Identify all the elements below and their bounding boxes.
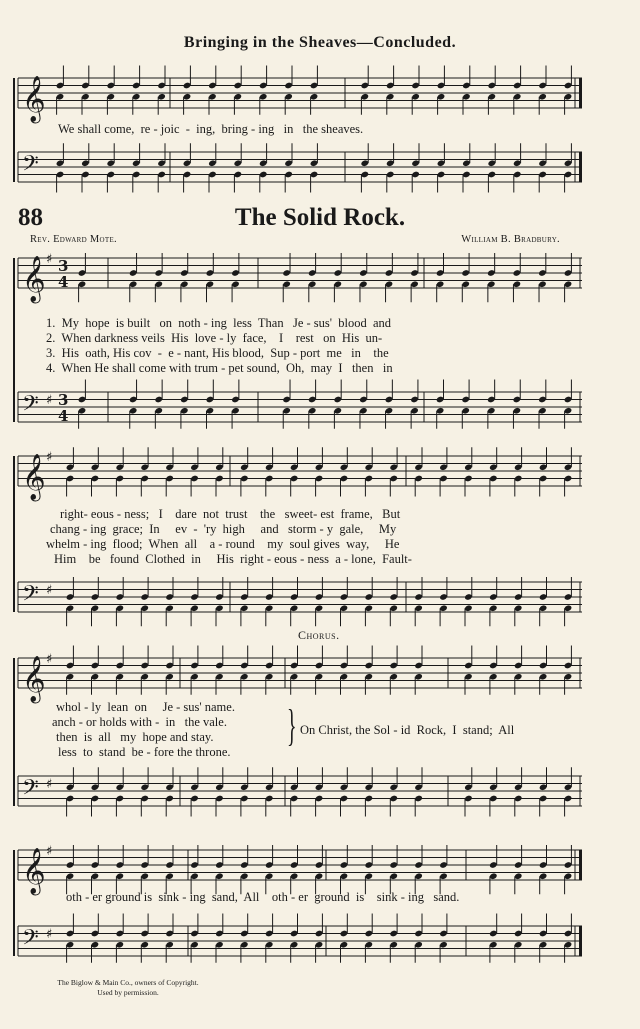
verse-line-1: 1. My hope is built on noth - ing less Than Je - sus' blood and [46,316,392,330]
bass-clef: 𝄢 [22,151,39,182]
final-bar [579,78,582,108]
permission-line: Used by permission. [97,988,159,997]
verse-line-3: 3. His oath, His cov - e - nant, His blood, Sup - port me in the [46,346,389,360]
verse-line-10: anch - or holds with - in the vale. [52,715,227,729]
bass-clef: 𝄢 [22,775,39,806]
treble-clef: 𝄞 [22,76,46,122]
verse-line-11: then is all my hope and stay. [56,730,214,744]
treble-clef: 𝄞 [22,848,46,894]
words-credit: Rev. Edward Mote. [30,234,117,245]
copyright-line: The Biglow & Main Co., owners of Copyright. [57,978,199,987]
continued-lyric-line: We shall come, re - joic - ing, bring - ing in the sheaves. [58,122,364,136]
bass-clef: 𝄢 [22,581,39,612]
treble-clef: 𝄞 [22,256,46,302]
treble-clef: 𝄞 [22,454,46,500]
music-credit: William B. Bradbury. [461,234,560,245]
verse-line-4: 4. When He shall come with trum - pet sound, Oh, may I then in [46,361,393,375]
time-signature: 4 [58,273,69,291]
sharp-sign: ♯ [46,927,53,942]
sharp-sign: ♯ [46,450,53,465]
hymn-number: 88 [18,204,43,231]
time-signature: 3 [58,257,69,275]
sharp-sign: ♯ [46,844,53,859]
sharp-sign: ♯ [46,777,53,792]
chorus-line: On Christ, the Sol - id Rock, I stand; All [300,723,515,737]
sharp-sign: ♯ [46,393,53,408]
verse-line-12: less to stand be - fore the throne. [58,745,231,759]
verse-line-2: 2. When darkness veils His love - ly face, I rest on His un- [46,331,383,345]
copyright-footer [38,978,218,998]
chorus-ending-line: oth - er ground is sink - ing sand, All oth - er ground is sink - ing sand. [66,890,460,904]
hymn-title: The Solid Rock. [234,204,406,231]
sharp-sign: ♯ [46,652,53,667]
verse-brace: } [287,701,297,750]
verse-line-7: whelm - ing flood; When all a - round my soul gives way, He [46,537,400,551]
verse-line-6: chang - ing grace; In ev - 'ry high and storm - y gale, My [50,522,397,536]
sharp-sign: ♯ [46,252,53,267]
bass-clef: 𝄢 [22,391,39,422]
verse-line-9: whol - ly lean on Je - sus' name. [56,700,235,714]
final-bar [579,926,582,956]
chorus-label: Chorus. [298,628,340,642]
verse-line-8: Him be found Clothed in His right - eous - ness a - lone, Fault- [54,552,412,566]
continued-title: Bringing in the Sheaves—Concluded. [183,34,457,51]
treble-clef: 𝄞 [22,656,46,702]
sharp-sign: ♯ [46,583,53,598]
time-signature: 3 [58,391,69,409]
bass-clef: 𝄢 [22,925,39,956]
final-bar [579,152,582,182]
verse-line-5: right- eous - ness; I dare not trust the sweet- est frame, But [60,507,401,521]
final-bar [579,850,582,880]
time-signature: 4 [58,407,69,425]
